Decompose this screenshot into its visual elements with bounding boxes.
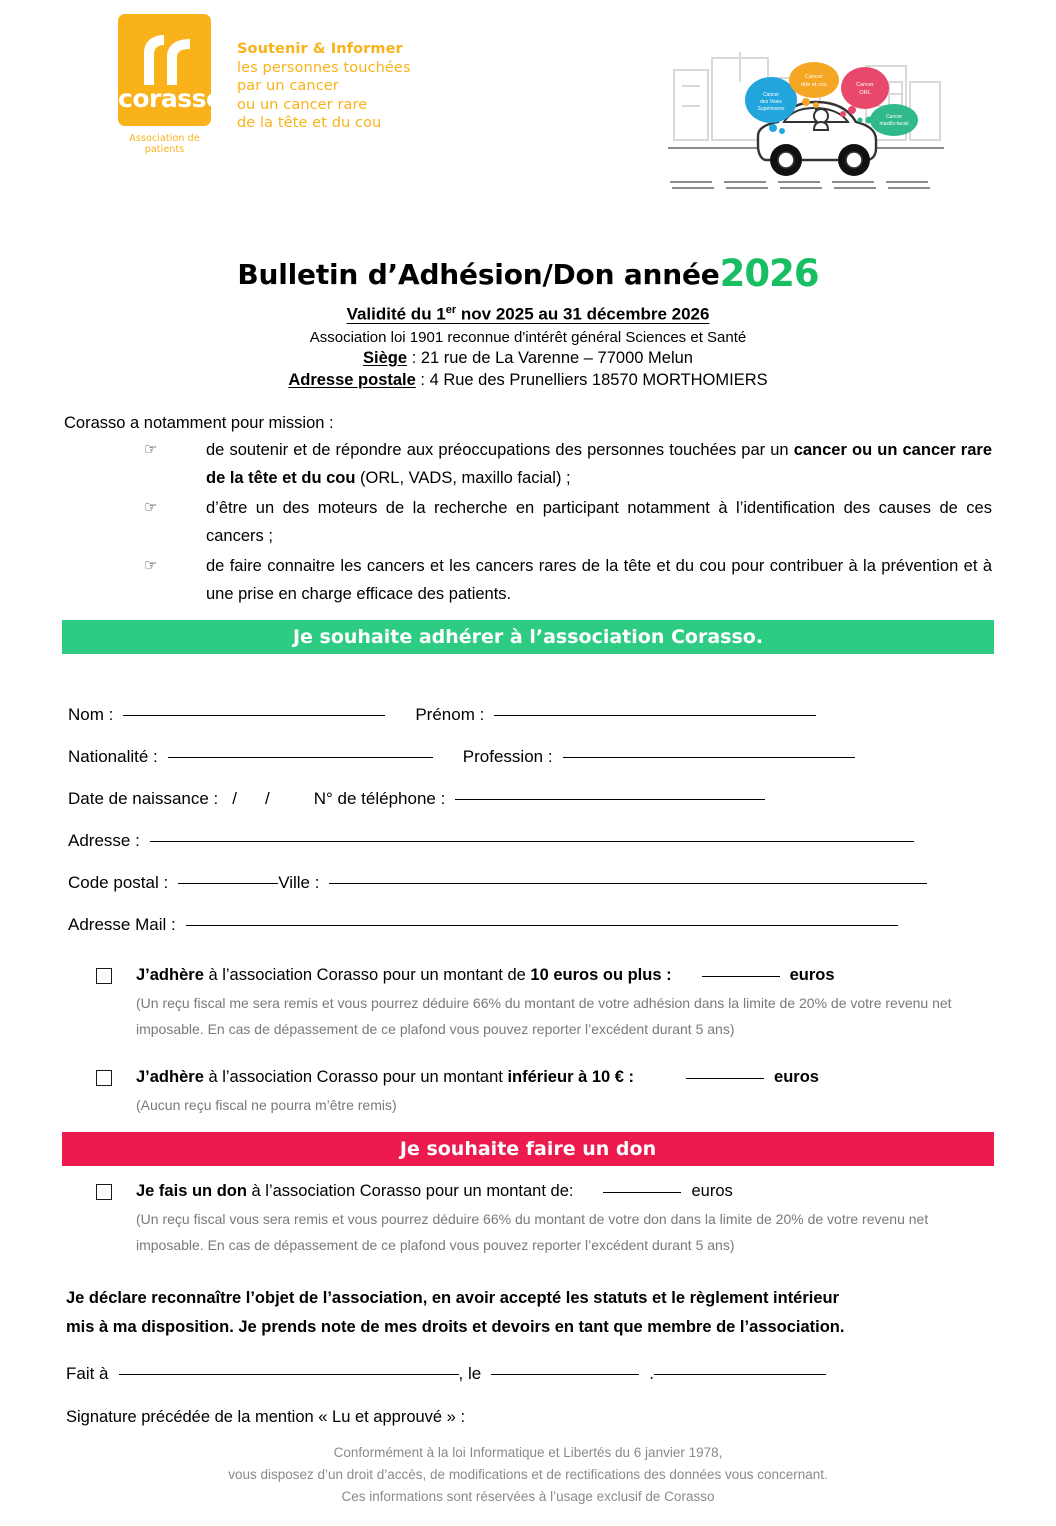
profession-label: Profession : [462, 746, 553, 766]
declaration-line-1: Je déclare reconnaître l’objet de l’association, en avoir accepté les statuts et le règlement intérieur [66, 1288, 840, 1307]
fait-a-label: Fait à [66, 1363, 109, 1383]
legal-footer [0, 1442, 1056, 1508]
tagline-line-2: les personnes touchées [237, 59, 411, 76]
adhesion-2-amount-input[interactable] [686, 1078, 764, 1079]
siege-line [62, 349, 994, 368]
corasso-logo [118, 14, 411, 155]
adhesion-option-2-text [136, 1064, 994, 1090]
declaration-line-2: mis à ma disposition. Je prends note de mes droits et devoirs en tant que membre de l’association. [66, 1317, 845, 1336]
adhesion-option-1-note: (Un reçu fiscal me sera remis et vous pourrez déduire 66% du montant de votre adhésion dans la limite de 20% de votre revenu net imposable. En cas de dépassement de ce plafond vous pouvez reporter l’excédent durant 5 ans) [136, 994, 952, 1037]
mail-input[interactable] [186, 925, 898, 926]
validity-pre: Validité du 1 [346, 304, 446, 324]
footer-line-2: vous disposez d’un droit d’accès, de modifications et de rectifications des données vous concernant. [228, 1467, 828, 1482]
form-row-nationalite [68, 736, 994, 778]
adhesion-2-amount-label: inférieur à 10 € : [507, 1067, 635, 1086]
adhesion-1-amount-input[interactable] [702, 976, 780, 977]
logo-mark [118, 14, 223, 155]
adhesion-1-unit: euros [789, 965, 835, 984]
nationalite-label: Nationalité : [68, 746, 158, 766]
mission-item-1-bold: cancer ou un cancer rare de la tête et du cou [206, 440, 993, 487]
don-mid: à l’association Corasso pour un montant de: [246, 1181, 574, 1200]
mission-item-text [206, 436, 994, 492]
adhesion-option-1-text [136, 962, 994, 988]
signature-place-date-row [62, 1364, 994, 1384]
adresse-label: Adresse : [68, 830, 140, 850]
postal-label: Adresse postale [288, 370, 416, 389]
adhesion-2-mid: à l’association Corasso pour un montant [203, 1067, 508, 1086]
svg-text:Cancer: Cancer [805, 74, 823, 80]
don-unit: euros [691, 1181, 733, 1200]
page-title-year: 2026 [719, 252, 819, 295]
declaration-text [62, 1284, 994, 1342]
signature-mention: Signature précédée de la mention « Lu et approuvé » : [66, 1407, 466, 1426]
adhesion-1-mid: à l’association Corasso pour un montant de [203, 965, 531, 984]
form-row-mail [68, 904, 994, 946]
mission-item-2-text: d’être un des moteurs de la recherche en participant notamment à l’identification des causes de ces cancers ; [206, 498, 992, 545]
don-lead: Je fais un don [136, 1181, 247, 1200]
footer-line-1: Conformément à la loi Informatique et Libertés du 6 janvier 1978, [333, 1445, 723, 1460]
tagline-line-5: de la tête et du cou [237, 115, 382, 131]
postal-address-line [62, 371, 994, 390]
adhesion-2-lead: J’adhère [136, 1067, 204, 1086]
checkbox-adhesion-10-plus[interactable] [96, 968, 112, 984]
footer-line-3: Ces informations sont réservées à l’usage exclusif de Corasso [341, 1489, 715, 1504]
form-row-adresse [68, 820, 994, 862]
svg-text:Cancer: Cancer [856, 82, 874, 88]
code-postal-input[interactable] [178, 883, 278, 884]
svg-text:Supérieures: Supérieures [757, 106, 785, 112]
nom-input[interactable] [123, 715, 385, 716]
page-title [62, 252, 994, 295]
fait-a-input[interactable] [119, 1374, 459, 1375]
adhesion-option-1[interactable] [96, 962, 994, 1042]
adhesion-1-amount-label: 10 euros ou plus : [530, 965, 672, 984]
tagline-line-3: par un cancer [237, 78, 339, 94]
svg-text:maxillo-facial: maxillo-facial [879, 121, 909, 127]
validity-line [62, 304, 994, 325]
ville-label: Ville : [278, 872, 320, 892]
banner-don: Je souhaite faire un don [62, 1132, 994, 1166]
svg-text:des Voies: des Voies [760, 99, 782, 105]
form-row-nom [68, 694, 994, 736]
mission-item-1-pre: de soutenir et de répondre aux préoccupations des personnes touchées par un [206, 440, 794, 459]
form-row-ville [68, 862, 994, 904]
don-option-note: (Un reçu fiscal vous sera remis et vous pourrez déduire 66% du montant de votre don dans la limite de 20% de votre revenu net imposable. En cas de dépassement de ce plafond vous pouvez reporter l’excédent durant 5 ans) [136, 1210, 929, 1253]
pointing-hand-icon: ☞ [144, 498, 158, 516]
svg-text:ORL: ORL [859, 90, 871, 96]
membership-form [62, 694, 994, 946]
logo-square [118, 14, 223, 126]
nationalite-input[interactable] [168, 757, 433, 758]
pointing-hand-icon: ☞ [144, 556, 158, 574]
naissance-sep-2[interactable]: / [265, 788, 270, 808]
mission-list [62, 436, 994, 608]
don-options [62, 1178, 994, 1258]
mail-label: Adresse Mail : [68, 914, 176, 934]
banner-adhesion: Je souhaite adhérer à l’association Corasso. [62, 620, 994, 654]
list-item [62, 494, 994, 550]
prenom-input[interactable] [494, 715, 816, 716]
pointing-hand-icon: ☞ [144, 440, 158, 458]
logo-wordmark: corasso [118, 84, 223, 113]
logo-tagline [237, 40, 411, 133]
mission-item-3-text: de faire connaitre les cancers et les cancers rares de la tête et du cou pour contribuer à la prévention et à une prise en charge efficace des patients. [206, 556, 992, 603]
le-label: , le [458, 1363, 482, 1383]
mission-intro: Corasso a notamment pour mission : [64, 413, 334, 432]
siege-value: : 21 rue de La Varenne – 77000 Melun [407, 348, 693, 367]
association-line: Association loi 1901 reconnue d'intérêt général Sciences et Santé [309, 328, 747, 346]
car-with-speech-bubbles-illustration [666, 52, 946, 197]
adhesion-option-2-note: (Aucun reçu fiscal ne pourra m’être remis) [136, 1096, 397, 1113]
page-title-text: Bulletin d’Adhésion/Don année [237, 258, 720, 291]
validity-post: nov 2025 au 31 décembre 2026 [456, 304, 710, 324]
validity-sup: er [445, 304, 457, 316]
ville-input[interactable] [329, 883, 927, 884]
corasso-mark-icon [118, 31, 211, 92]
list-item [62, 552, 994, 608]
adhesion-2-unit: euros [774, 1067, 819, 1086]
code-postal-label: Code postal : [68, 872, 169, 892]
naissance-sep-1[interactable]: / [232, 788, 237, 808]
profession-input[interactable] [563, 757, 855, 758]
signature-dot: . [649, 1363, 654, 1383]
don-option-text [136, 1178, 994, 1204]
checkbox-don[interactable] [96, 1184, 112, 1200]
telephone-label: N° de téléphone : [313, 788, 446, 808]
postal-value: : 4 Rue des Prunelliers 18570 MORTHOMIERS [415, 370, 768, 389]
siege-label: Siège [363, 348, 408, 367]
svg-text:Cancer: Cancer [762, 92, 780, 98]
le-input[interactable] [491, 1374, 639, 1375]
tagline-line-1: Soutenir & Informer [237, 41, 403, 57]
svg-text:tête et cou: tête et cou [801, 82, 827, 88]
svg-text:Cancer: Cancer [885, 114, 903, 120]
naissance-label: Date de naissance : [68, 788, 219, 808]
adhesion-option-2[interactable] [96, 1064, 994, 1118]
adresse-input[interactable] [150, 841, 914, 842]
date-input[interactable] [654, 1374, 826, 1375]
telephone-input[interactable] [455, 799, 765, 800]
title-block [62, 252, 994, 390]
mission-section [62, 414, 994, 608]
prenom-label: Prénom : [415, 704, 485, 724]
logo-subtitle: Association de patients [129, 133, 200, 155]
document-header [62, 0, 994, 200]
mission-item-1-post: (ORL, VADS, maxillo facial) ; [355, 468, 571, 487]
adhesion-1-lead: J’adhère [136, 965, 204, 984]
nom-label: Nom : [68, 704, 114, 724]
checkbox-adhesion-under-10[interactable] [96, 1070, 112, 1086]
don-option[interactable] [96, 1178, 994, 1258]
tagline-line-4: ou un cancer rare [237, 96, 368, 113]
list-item [62, 436, 994, 492]
form-row-naissance [68, 778, 994, 820]
don-amount-input[interactable] [603, 1192, 681, 1193]
adhesion-options [62, 962, 994, 1118]
